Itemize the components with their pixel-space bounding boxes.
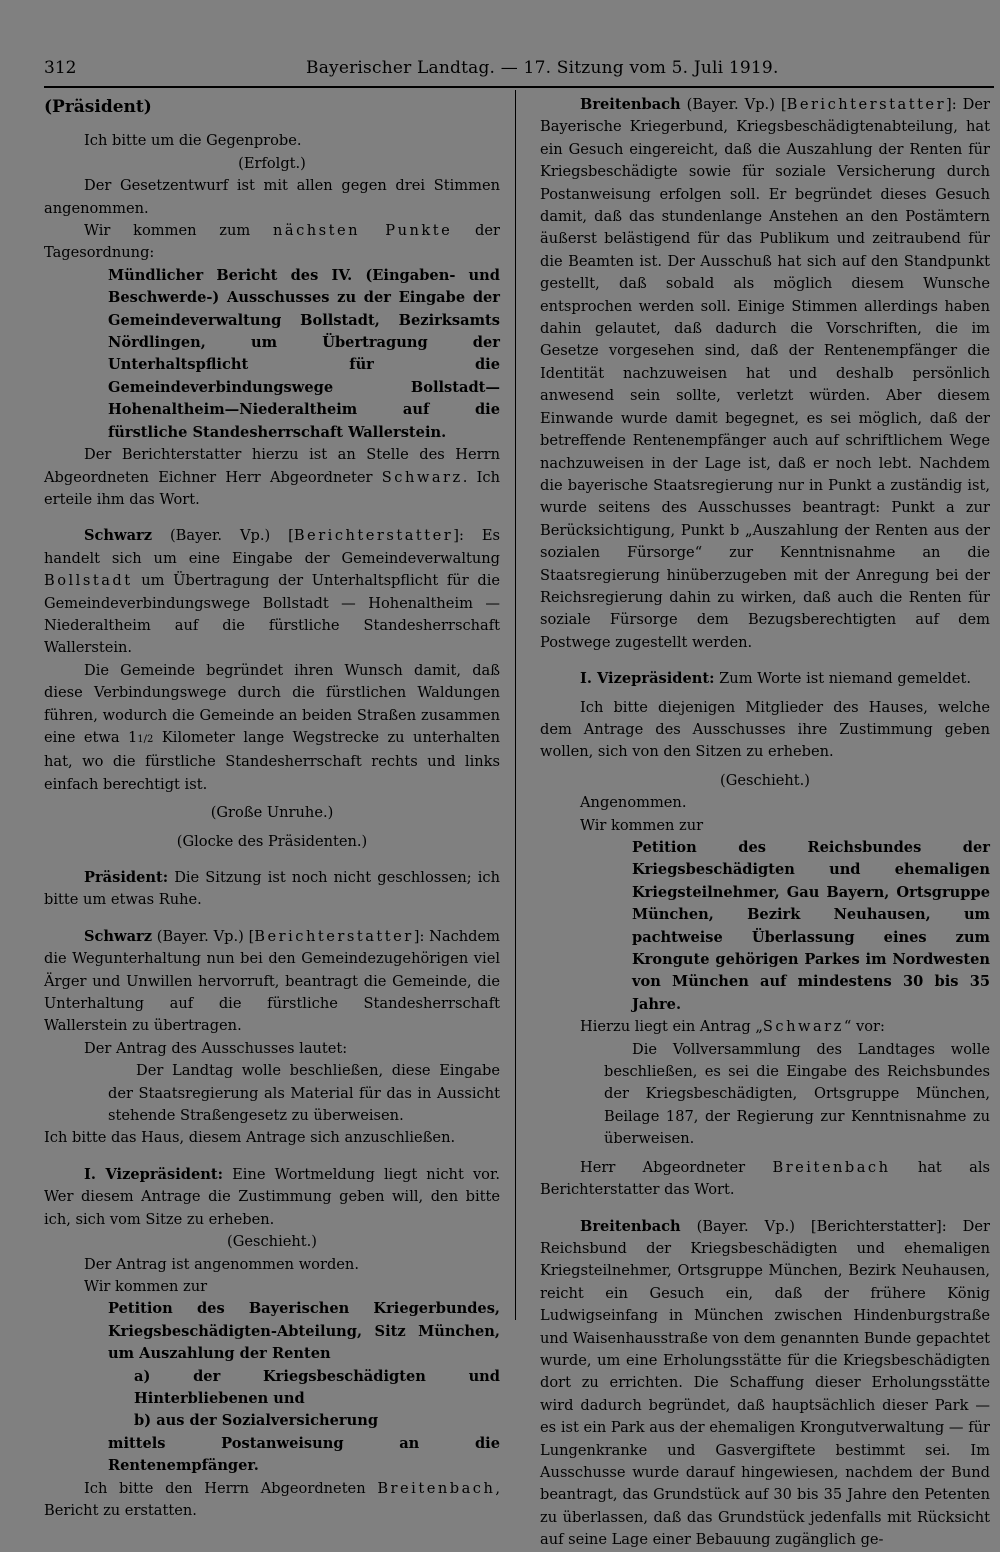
page-number: 312 xyxy=(44,58,77,78)
speech: Schwarz (Bayer. Vp.) [Berichterstatter]: Nachdem die Wegunterhaltung nun bei den Gemeindezugehörigen viel Ärger und Unwillen hervorruft, beantragt die Gemeinde, die Unterhaltung auf die fürstliche Standesherrschaft Wallerstein zu übertragen. xyxy=(44,927,500,1035)
stage-direction: (Geschieht.) xyxy=(720,771,810,789)
stage-direction: (Geschieht.) xyxy=(227,1233,317,1251)
paragraph: Wir kommen zur xyxy=(84,1277,208,1295)
running-head: Bayerischer Landtag. — 17. Sitzung vom 5. Juli 1919. xyxy=(306,58,779,78)
agenda-subitem: a) der Kriegsbeschädigten und Hinterbliebenen und xyxy=(134,1367,500,1407)
paragraph: Die Gemeinde begründet ihren Wunsch damit, daß diese Verbindungswege durch die fürstlichen Waldungen führen, wodurch die Gemeinde an beiden Straßen zusammen eine etwa 11/2 Kilometer lange Wegstrecke zu unterhalten hat, wo die fürstliche Standesherrschaft rechts und links einfach berechtigt ist. xyxy=(44,661,500,793)
agenda-item: Petition des Bayerischen Kriegerbundes, Kriegsbeschädigten-Abteilung, Sitz München, um Auszahlung der Renten xyxy=(108,1300,500,1363)
speech: I. Vizepräsident: Eine Wortmeldung liegt nicht vor. Wer diesem Antrage die Zustimmung geben will, den bitte ich, sich vom Sitze zu erheben. xyxy=(44,1165,500,1228)
speech: Schwarz (Bayer. Vp.) [Berichterstatter]: Es handelt sich um eine Eingabe der Gemeindeverwaltung Bollstadt um Übertragung der Unterhaltspflicht für die Gemeindeverbindungswege Bollstadt — Hohenaltheim — Niederaltheim auf die fürstliche Standesherrschaft Wallerstein. xyxy=(44,527,500,657)
right-column xyxy=(540,94,990,1552)
agenda-subitem: b) aus der Sozialversicherung xyxy=(134,1412,379,1430)
paragraph: Der Berichterstatter hierzu ist an Stelle des Herrn Abgeordneten Eichner Herr Abgeordneter Schwarz. Ich erteile ihm das Wort. xyxy=(44,446,500,508)
speaker-name: I. Vizepräsident: xyxy=(84,1165,223,1183)
paragraph: Wir kommen zur xyxy=(580,816,704,834)
stage-direction: (Erfolgt.) xyxy=(238,154,306,172)
stage-direction: (Große Unruhe.) xyxy=(210,804,334,822)
paragraph: Der Gesetzentwurf ist mit allen gegen drei Stimmen angenommen. xyxy=(44,177,500,217)
paragraph: Herr Abgeordneter Breitenbach hat als Berichterstatter das Wort. xyxy=(540,1158,990,1199)
paragraph: Hierzu liegt ein Antrag „Schwarz“ vor: xyxy=(580,1018,885,1036)
paragraph: Der Antrag ist angenommen worden. xyxy=(84,1255,359,1273)
speech: Präsident: Die Sitzung ist noch nicht geschlossen; ich bitte um etwas Ruhe. xyxy=(44,869,500,909)
motion-text: Der Landtag wolle beschließen, diese Eingabe der Staatsregierung als Material für das in Aussicht stehende Straßengesetz zu überweisen. xyxy=(108,1062,500,1125)
speaker-name: Breitenbach xyxy=(580,1217,681,1235)
column-divider xyxy=(515,90,516,1320)
paragraph: Der Antrag des Ausschusses lautet: xyxy=(84,1039,348,1057)
paragraph: Ich bitte um die Gegenprobe. xyxy=(84,132,302,150)
speech: Breitenbach (Bayer. Vp.) [Berichterstatter]: Der Reichsbund der Kriegsbeschädigten und ehemaligen Kriegsteilnehmer, Ortsgruppe München, Bezirk Neuhausen, reicht ein Gesuch ein, daß der frühere König Ludwigseinfang in München zwischen Hindenburgstraße und Waisenhausstraße von dem genannten Bunde gepachtet wurde, um eine Erholungsstätte für die Kriegsbeschädigten dort zu errichten. Die Schaffung dieser Erholungsstätte wird dadurch begründet, daß hauptsächlich dieser Park — es ist ein Park aus der ehemaligen Krongutverwaltung — für Lungenkranke und Gasvergiftete bestimmt sei. Im Ausschusse wurde darauf hingewiesen, nachdem der Bund beantragt, das Grundstück auf 30 bis 35 Jahre den Petenten zu überlassen, daß das Grundstück jedenfalls mit Rücksicht auf seine Lage einer Bebauung zugänglich ge- xyxy=(540,1217,990,1549)
agenda-item: Petition des Reichsbundes der Kriegsbeschädigten und ehemaligen Kriegsteilnehmer, Gau Bayern, Ortsgruppe München, Bezirk Neuhausen, um pachtweise Überlassung eines zum Krongute gehörigen Parkes im Nordwesten von München auf mindestens 30 bis 35 Jahre. xyxy=(632,839,990,1013)
speaker-name: Schwarz xyxy=(84,927,153,945)
stage-direction: (Glocke des Präsidenten.) xyxy=(176,832,368,850)
paragraph: Ich bitte das Haus, diesem Antrage sich anzuschließen. xyxy=(44,1129,456,1147)
paragraph: Wir kommen zum nächsten Punkte der Tagesordnung: xyxy=(44,222,500,262)
paragraph: Angenommen. xyxy=(580,794,687,812)
agenda-item: mittels Postanweisung an die Rentenempfänger. xyxy=(108,1434,500,1475)
speaker-name: Breitenbach xyxy=(580,96,681,113)
paragraph: Ich bitte diejenigen Mitglieder des Hauses, welche dem Antrage des Ausschusses ihre Zustimmung geben wollen, sich von den Sitzen zu erheben. xyxy=(540,698,990,761)
motion-text: Die Vollversammlung des Landtages wolle beschließen, es sei die Eingabe des Reichsbundes der Kriegsbeschädigten, Ortsgruppe München, Beilage 187, der Regierung zur Kenntnisnahme zu überweisen. xyxy=(604,1040,990,1148)
speech: I. Vizepräsident: Zum Worte ist niemand gemeldet. xyxy=(580,670,971,688)
speech: Breitenbach (Bayer. Vp.) [Berichterstatter]: Der Bayerische Kriegerbund, Kriegsbeschädigtenabteilung, hat ein Gesuch eingereicht, daß die Auszahlung der Renten für Kriegsbeschädigte sowie für soziale Versicherung durch Postanweisung erfolgen soll. Er begründet dieses Gesuch damit, daß das stundenlange Anstehen an den Postämtern äußerst belästigend für das Publikum und zeitraubend für die Beamten ist. Der Ausschuß hat sich auf den Standpunkt gestellt, daß sobald als möglich diesem Wunsche entsprochen werden soll. Einige Stimmen allerdings haben dahin gelautet, daß dadurch die Vorschriften, die im Gesetze vorgesehen sind, daß der Rentenempfänger die Identität nachzuweisen hat und deshalb persönlich anwesend sein sollte, verletzt würden. Aber diesem Einwande wurde damit begegnet, es sei möglich, daß der betreffende Rentenempfänger auch auf schriftlichem Wege nachzuweisen in der Lage ist, daß er noch lebt. Nachdem die bayerische Staatsregierung nur in Punkt a zuständig ist, wurde seitens des Ausschusses beantragt: Punkt a zur Berücksichtigung, Punkt b „Auszahlung der Renten aus der sozialen Fürsorge“ zur Kenntnisnahme an die Staatsregierung hinüberzugeben mit der Anregung bei der Reichsregierung dahin zu wirken, daß auch die Renten für soziale Fürsorge dem Bezugsberechtigten auf dem Postwege zugestellt werden. xyxy=(540,96,990,651)
speaker-heading: (Präsident) xyxy=(44,97,152,117)
agenda-item: Mündlicher Bericht des IV. (Eingaben- und Beschwerde-) Ausschusses zu der Eingabe der Gemeindeverwaltung Bollstadt, Bezirksamts Nördlingen, um Übertragung der Unterhaltspflicht für die Gemeindeverbindungswege Bollstadt—Hohenaltheim—Niederaltheim auf die fürstliche Standesherrschaft Wallerstein. xyxy=(108,266,500,441)
page-header xyxy=(44,52,994,88)
paragraph: Ich bitte den Herrn Abgeordneten Breitenbach, Bericht zu erstatten. xyxy=(44,1479,500,1519)
speaker-name: Präsident: xyxy=(84,869,169,886)
left-column xyxy=(44,94,500,1522)
speaker-name: I. Vizepräsident: xyxy=(580,670,715,688)
speaker-name: Schwarz xyxy=(84,527,153,545)
